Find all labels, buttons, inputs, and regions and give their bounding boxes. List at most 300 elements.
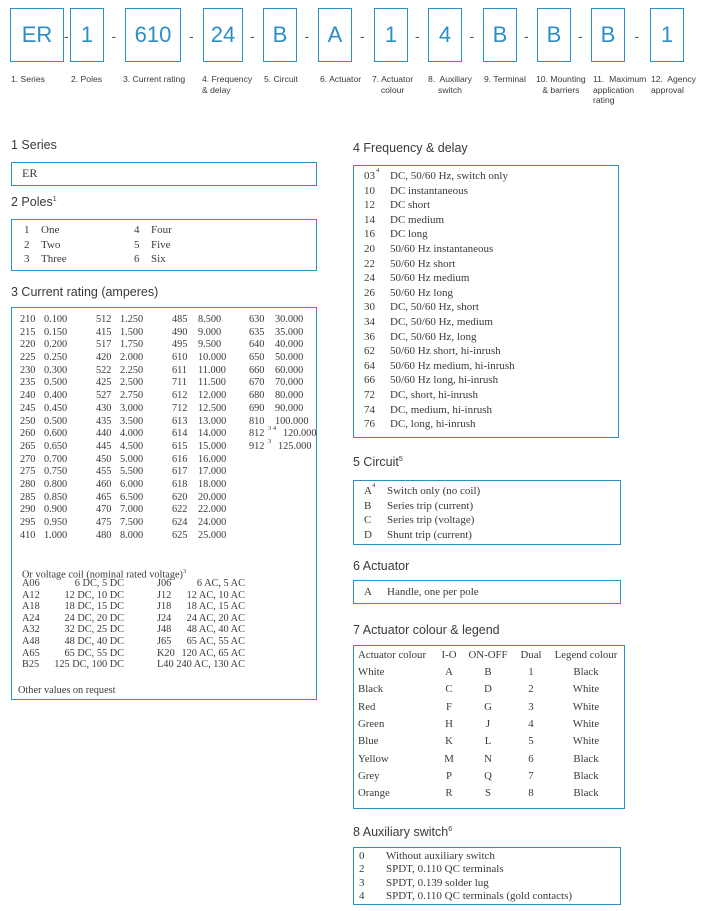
coil-voltage: 12 DC, 10 DC (64, 589, 124, 601)
actuator-colour-cell: White (572, 717, 600, 730)
frequency-item (354, 389, 618, 404)
rating-value: 11.000 (198, 364, 226, 376)
current-rating-entry (172, 416, 247, 429)
actuator-colour-cell: Black (573, 752, 599, 765)
frequency-footnote: 4 (376, 167, 380, 174)
frequency-label: DC, 50/60 Hz, medium (390, 316, 493, 328)
current-rating-entry (96, 352, 171, 365)
current-rating-entry (96, 530, 171, 543)
rating-value: 15.000 (198, 440, 227, 452)
current-rating-entry (172, 492, 247, 505)
rating-code: 690 (249, 402, 265, 414)
frequency-code: 76 (364, 418, 375, 431)
code-separator: - (304, 28, 310, 44)
actuator-colour-cell: A (445, 666, 453, 678)
code-label-7: 7. Actuator colour (372, 74, 414, 95)
voltage-coil-entry (22, 636, 172, 648)
code-separator: - (634, 28, 640, 44)
actuator-colour-row (354, 683, 624, 699)
rating-code: 275 (20, 466, 36, 478)
rating-value: 9.000 (198, 326, 222, 338)
rating-value: 90.000 (275, 402, 304, 414)
rating-code: 617 (172, 466, 188, 478)
code-box-4: 24 (203, 8, 243, 62)
rating-value: 0.650 (44, 440, 68, 452)
actuator-colour-cell: K (445, 735, 453, 748)
aux-switch-item (354, 877, 620, 892)
actuator-colour-cell: 1 (528, 666, 534, 678)
actuator-colour-cell: 3 (528, 700, 534, 713)
current-rating-entry (249, 365, 324, 378)
circuit-label: Switch only (no coil) (387, 485, 481, 497)
frequency-code: 62 (364, 345, 375, 358)
rating-value: 25.000 (198, 529, 227, 541)
current-rating-entry (20, 377, 95, 390)
frequency-item (354, 167, 618, 185)
coil-code: J24 (157, 612, 172, 624)
circuit-code: A (364, 485, 372, 497)
rating-code: 618 (172, 478, 188, 490)
circuit-box (353, 480, 621, 545)
poles-title: 2 Poles$^1$ (11, 195, 57, 209)
actuator-colour-row (354, 753, 624, 769)
rating-code: 615 (172, 440, 188, 452)
actuator-colour-row (354, 770, 624, 786)
rating-code: 240 (20, 390, 36, 402)
current-rating-entry (20, 428, 95, 441)
coil-voltage: 24 AC, 20 AC (186, 612, 245, 624)
coil-code: A18 (22, 601, 40, 613)
rating-code: 512 (96, 314, 112, 325)
current-rating-entry (20, 466, 95, 479)
circuit-code: B (364, 499, 372, 512)
actuator-colour-cell: 6 (528, 752, 534, 765)
frequency-item (354, 287, 618, 302)
current-rating-entry (172, 428, 247, 441)
voltage-coil-column (157, 578, 307, 671)
current-rating-entry (96, 479, 171, 492)
rating-value: 30.000 (275, 314, 304, 325)
coil-voltage: 65 DC, 55 DC (64, 647, 124, 659)
code-box-12: 1 (650, 8, 684, 62)
aux-switch-item (354, 850, 620, 865)
coil-code: L40 (157, 659, 174, 671)
current-rating-entry (249, 425, 324, 441)
rating-code: 610 (172, 352, 188, 364)
rating-value: 0.150 (44, 326, 68, 338)
actuator-colour-cell: 2 (528, 683, 534, 696)
coil-code: J06 (157, 578, 172, 589)
coil-voltage: 24 DC, 20 DC (64, 612, 124, 624)
coil-code: J48 (157, 624, 172, 636)
rating-value: 0.400 (44, 390, 68, 402)
frequency-label: DC instantaneous (390, 184, 468, 197)
code-label-6: 6. Actuator (320, 74, 362, 84)
rating-value: 8.000 (120, 529, 144, 541)
code-box-11: B (591, 8, 625, 62)
rating-code: 517 (96, 339, 112, 351)
rating-code: 415 (96, 326, 112, 338)
current-rating-entry (249, 314, 324, 327)
aux-switch-label: SPDT, 0.110 QC terminals (386, 863, 504, 876)
current-rating-entry (20, 352, 95, 365)
frequency-item (354, 331, 618, 346)
aux-switch-code: 3 (359, 876, 365, 889)
coil-voltage: 18 AC, 15 AC (186, 601, 245, 613)
frequency-label: DC, medium, hi-inrush (390, 403, 493, 416)
coil-voltage: 240 AC, 130 AC (176, 659, 245, 671)
aux-switch-box (353, 847, 621, 905)
current-rating-entry (96, 365, 171, 378)
code-separator: - (524, 28, 529, 44)
rating-value: 8.500 (198, 314, 222, 325)
actuator-colour-cell: Red (358, 700, 376, 713)
voltage-coil-entry (22, 578, 172, 590)
frequency-item (354, 243, 618, 258)
voltage-coil-entry (157, 578, 307, 590)
actuator-colour-cell: S (484, 787, 491, 800)
rating-value: 2.250 (120, 364, 144, 376)
current-rating-entry (249, 339, 324, 352)
rating-value: 3.500 (120, 415, 144, 427)
rating-code: 625 (172, 529, 188, 541)
rating-value: 5.000 (120, 453, 144, 465)
coil-code: A24 (22, 612, 40, 624)
rating-code: 295 (20, 517, 36, 528)
current-rating-entry (96, 416, 171, 429)
actuator-colour-cell: Blue (358, 735, 379, 748)
rating-value: 1.500 (120, 326, 144, 338)
frequency-code: 36 (364, 330, 375, 343)
current-rating-column (96, 314, 171, 542)
current-rating-entry (96, 327, 171, 340)
code-box-2: 1 (70, 8, 104, 62)
rating-code: 455 (96, 466, 112, 478)
current-rating-entry (96, 428, 171, 441)
actuator-colour-cell: L (484, 735, 492, 748)
code-separator: - (578, 28, 583, 44)
frequency-code: 10 (364, 184, 375, 197)
rating-value: 0.950 (44, 517, 68, 528)
rating-code: 650 (249, 352, 265, 364)
frequency-item (354, 228, 618, 243)
rating-value: 6.000 (120, 478, 144, 490)
rating-value: 1.750 (120, 339, 144, 351)
rating-value: 2.750 (120, 390, 144, 402)
current-rating-entry (20, 390, 95, 403)
current-rating-entry (96, 441, 171, 454)
current-rating-entry (172, 479, 247, 492)
frequency-item (354, 301, 618, 316)
circuit-item (354, 529, 620, 544)
actuator-colour-table (353, 645, 625, 809)
current-rating-entry (249, 390, 324, 403)
aux-switch-label: Without auxiliary switch (386, 850, 495, 862)
rating-value: 12.000 (198, 390, 227, 402)
rating-code: 616 (172, 453, 188, 465)
current-rating-entry (172, 327, 247, 340)
current-rating-entry (20, 314, 95, 327)
poles-box (11, 219, 317, 271)
rating-value: 10.000 (198, 352, 227, 364)
circuit-item (354, 514, 620, 529)
current-rating-column (20, 314, 95, 542)
rating-code: 225 (20, 352, 36, 364)
voltage-coil-entry (157, 590, 307, 602)
current-rating-entry (172, 390, 247, 403)
frequency-code: 24 (364, 272, 375, 285)
code-label-11: 11. Maximum application rating (593, 74, 647, 105)
series-box (11, 162, 317, 186)
rating-value: 0.500 (44, 377, 68, 389)
rating-code: 622 (172, 504, 188, 516)
actuator-colour-cell: F (445, 700, 452, 713)
rating-value: 60.000 (275, 364, 304, 376)
rating-value: 4.500 (120, 440, 144, 452)
aux-switch-title: 8 Auxiliary switch$^6$ (353, 825, 453, 839)
current-rating-entry (172, 365, 247, 378)
rating-code: 465 (96, 491, 112, 503)
actuator-colour-cell: R (445, 787, 453, 800)
rating-code: 435 (96, 415, 112, 427)
current-rating-entry (172, 352, 247, 365)
actuator-title: 6 Actuator (353, 559, 410, 573)
pole-code: 1 (24, 224, 30, 236)
code-box-10: B (537, 8, 571, 62)
rating-value: 2.500 (120, 377, 144, 389)
actuator-colour-row (354, 787, 624, 803)
coil-code: J18 (157, 601, 172, 613)
current-rating-entry (172, 517, 247, 530)
actuator-colour-header: Legend colour (554, 649, 618, 661)
rating-code: 485 (172, 314, 188, 325)
current-rating-entry (96, 339, 171, 352)
pole-label: One (41, 224, 60, 236)
rating-code: 613 (172, 415, 188, 427)
current-rating-entry (96, 454, 171, 467)
frequency-code: 66 (364, 374, 375, 387)
actuator-colour-cell: Grey (358, 769, 380, 782)
rating-code: 460 (96, 478, 112, 490)
actuator-colour-cell: 5 (528, 735, 534, 748)
rating-value: 1.000 (44, 529, 68, 541)
current-rating-entry (20, 517, 95, 530)
rating-code: 640 (249, 339, 265, 351)
current-rating-entry (249, 377, 324, 390)
current-rating-entry (96, 466, 171, 479)
frequency-box (353, 165, 619, 438)
frequency-code: 74 (364, 403, 375, 416)
code-box-7: 1 (374, 8, 408, 62)
code-separator: - (64, 28, 69, 44)
rating-code: 612 (172, 390, 188, 402)
voltage-coil-column (22, 578, 172, 671)
rating-value: 0.450 (44, 402, 68, 414)
frequency-label: DC, short, hi-inrush (390, 389, 478, 401)
actuator-colour-cell: H (445, 717, 453, 730)
coil-voltage: 18 DC, 15 DC (64, 601, 124, 613)
actuator-colour-row (354, 735, 624, 751)
current-rating-entry (172, 339, 247, 352)
frequency-code: 72 (364, 389, 375, 401)
rating-code: 245 (20, 402, 36, 414)
actuator-colour-cell: D (484, 683, 492, 696)
voltage-coil-entry (22, 613, 172, 625)
frequency-item (354, 316, 618, 331)
current-rating-entry (20, 416, 95, 429)
actuator-colour-cell: White (358, 666, 385, 678)
code-label-9: 9. Terminal (484, 74, 526, 84)
rating-value: 0.300 (44, 364, 68, 376)
frequency-item (354, 360, 618, 375)
frequency-item (354, 199, 618, 214)
frequency-label: DC short (390, 199, 431, 212)
frequency-item (354, 272, 618, 287)
rating-value: 17.000 (198, 466, 227, 478)
rating-code: 235 (20, 377, 36, 389)
frequency-item (354, 214, 618, 229)
aux-switch-label: SPDT, 0.110 QC terminals (gold contacts) (386, 890, 573, 903)
circuit-title: 5 Circuit$^5$ (353, 455, 403, 469)
current-rating-column (172, 314, 247, 542)
current-rating-entry (96, 314, 171, 327)
pole-label: Four (151, 224, 172, 236)
rating-code: 680 (249, 390, 265, 402)
actuator-label: Handle, one per pole (387, 586, 479, 598)
code-box-8: 4 (428, 8, 462, 62)
frequency-label: DC, 50/60 Hz, short (390, 301, 479, 314)
frequency-code: 30 (364, 301, 375, 314)
rating-footnote: 3 (268, 437, 272, 445)
rating-code: 712 (172, 402, 188, 414)
coil-code: J65 (157, 635, 172, 647)
actuator-colour-header: ON-OFF (468, 649, 508, 661)
actuator-colour-cell: Black (358, 683, 384, 696)
actuator-colour-cell: N (484, 752, 492, 765)
aux-switch-item (354, 890, 620, 905)
circuit-label: Shunt trip (current) (387, 528, 472, 541)
actuator-colour-cell: J (485, 717, 491, 730)
rating-code: 912 (249, 440, 265, 452)
rating-code: 450 (96, 453, 112, 465)
frequency-title: 4 Frequency & delay (353, 141, 468, 155)
coil-voltage: 120 AC, 65 AC (181, 647, 245, 659)
coil-voltage: 32 DC, 25 DC (64, 624, 124, 636)
rating-value: 0.900 (44, 504, 68, 516)
rating-value: 0.700 (44, 453, 68, 465)
rating-code: 624 (172, 517, 188, 528)
pole-code: 3 (24, 253, 30, 265)
frequency-label: 50/60 Hz medium (390, 272, 470, 285)
circuit-label: Series trip (voltage) (387, 514, 475, 527)
current-rating-entry (20, 492, 95, 505)
rating-value: 80.000 (275, 390, 304, 402)
rating-value: 0.600 (44, 428, 68, 440)
rating-value: 0.200 (44, 339, 68, 351)
circuit-code: C (364, 514, 372, 527)
current-rating-entry (96, 492, 171, 505)
actuator-colour-header: Actuator colour (358, 649, 427, 661)
rating-value: 5.500 (120, 466, 144, 478)
actuator-colour-cell: White (572, 700, 600, 713)
current-rating-entry (172, 441, 247, 454)
rating-code: 220 (20, 339, 36, 351)
code-box-5: B (263, 8, 297, 62)
current-rating-column (249, 314, 324, 454)
rating-value: 6.500 (120, 491, 144, 503)
pole-code: 2 (24, 238, 30, 251)
actuator-colour-cell: White (572, 735, 600, 748)
voltage-coil-entry (157, 624, 307, 636)
current-rating-entry (96, 390, 171, 403)
actuator-colour-row (354, 718, 624, 734)
rating-code: 810 (249, 415, 265, 427)
rating-code: 425 (96, 377, 112, 389)
voltage-coil-entry (157, 601, 307, 613)
coil-code: A12 (22, 589, 40, 601)
current-rating-entry (20, 504, 95, 517)
voltage-coil-entry (22, 659, 172, 671)
rating-code: 611 (172, 364, 188, 376)
current-rating-entry (249, 352, 324, 365)
actuator-item (354, 586, 620, 601)
code-label-5: 5. Circuit (264, 74, 298, 84)
current-rating-entry (249, 327, 324, 340)
rating-code: 230 (20, 364, 36, 376)
rating-code: 475 (96, 517, 112, 528)
code-label-3: 3. Current rating (123, 74, 186, 84)
current-rating-entry (20, 479, 95, 492)
coil-code: B25 (22, 659, 40, 671)
pole-label: Five (151, 238, 171, 251)
frequency-label: 50/60 Hz instantaneous (390, 243, 494, 255)
current-rating-entry (20, 441, 95, 454)
rating-code: 614 (172, 428, 188, 440)
circuit-code: D (364, 528, 372, 541)
actuator-colour-header-row (354, 649, 624, 665)
code-separator: - (469, 28, 475, 44)
rating-value: 0.500 (44, 415, 68, 427)
rating-code: 440 (96, 428, 112, 440)
code-separator: - (360, 28, 365, 44)
current-rating-entry (20, 454, 95, 467)
current-rating-entry (96, 403, 171, 416)
voltage-coil-entry (22, 590, 172, 602)
series-value: ER (22, 166, 38, 180)
frequency-code: 26 (364, 286, 375, 299)
coil-code: A06 (22, 578, 40, 589)
rating-code: 265 (20, 440, 36, 452)
rating-value: 12.500 (198, 402, 227, 414)
frequency-code: 22 (364, 257, 375, 270)
code-label-12: 12. Agency approval (651, 74, 696, 95)
code-label-1: 1. Series (11, 74, 45, 84)
rating-value: 13.000 (198, 415, 227, 427)
coil-voltage: 12 AC, 10 AC (186, 589, 245, 601)
rating-code: 630 (249, 314, 265, 325)
code-separator: - (415, 28, 420, 44)
actuator-colour-cell: Green (358, 717, 385, 730)
voltage-coil-entry (157, 636, 307, 648)
actuator-colour-header: I-O (441, 649, 457, 661)
rating-value: 14.000 (198, 428, 227, 440)
actuator-colour-cell: Black (573, 769, 599, 782)
aux-switch-code: 4 (359, 890, 365, 903)
frequency-item (354, 258, 618, 273)
rating-value: 2.000 (120, 352, 144, 364)
current-rating-entry (172, 403, 247, 416)
code-label-4: 4. Frequency & delay (202, 74, 253, 95)
